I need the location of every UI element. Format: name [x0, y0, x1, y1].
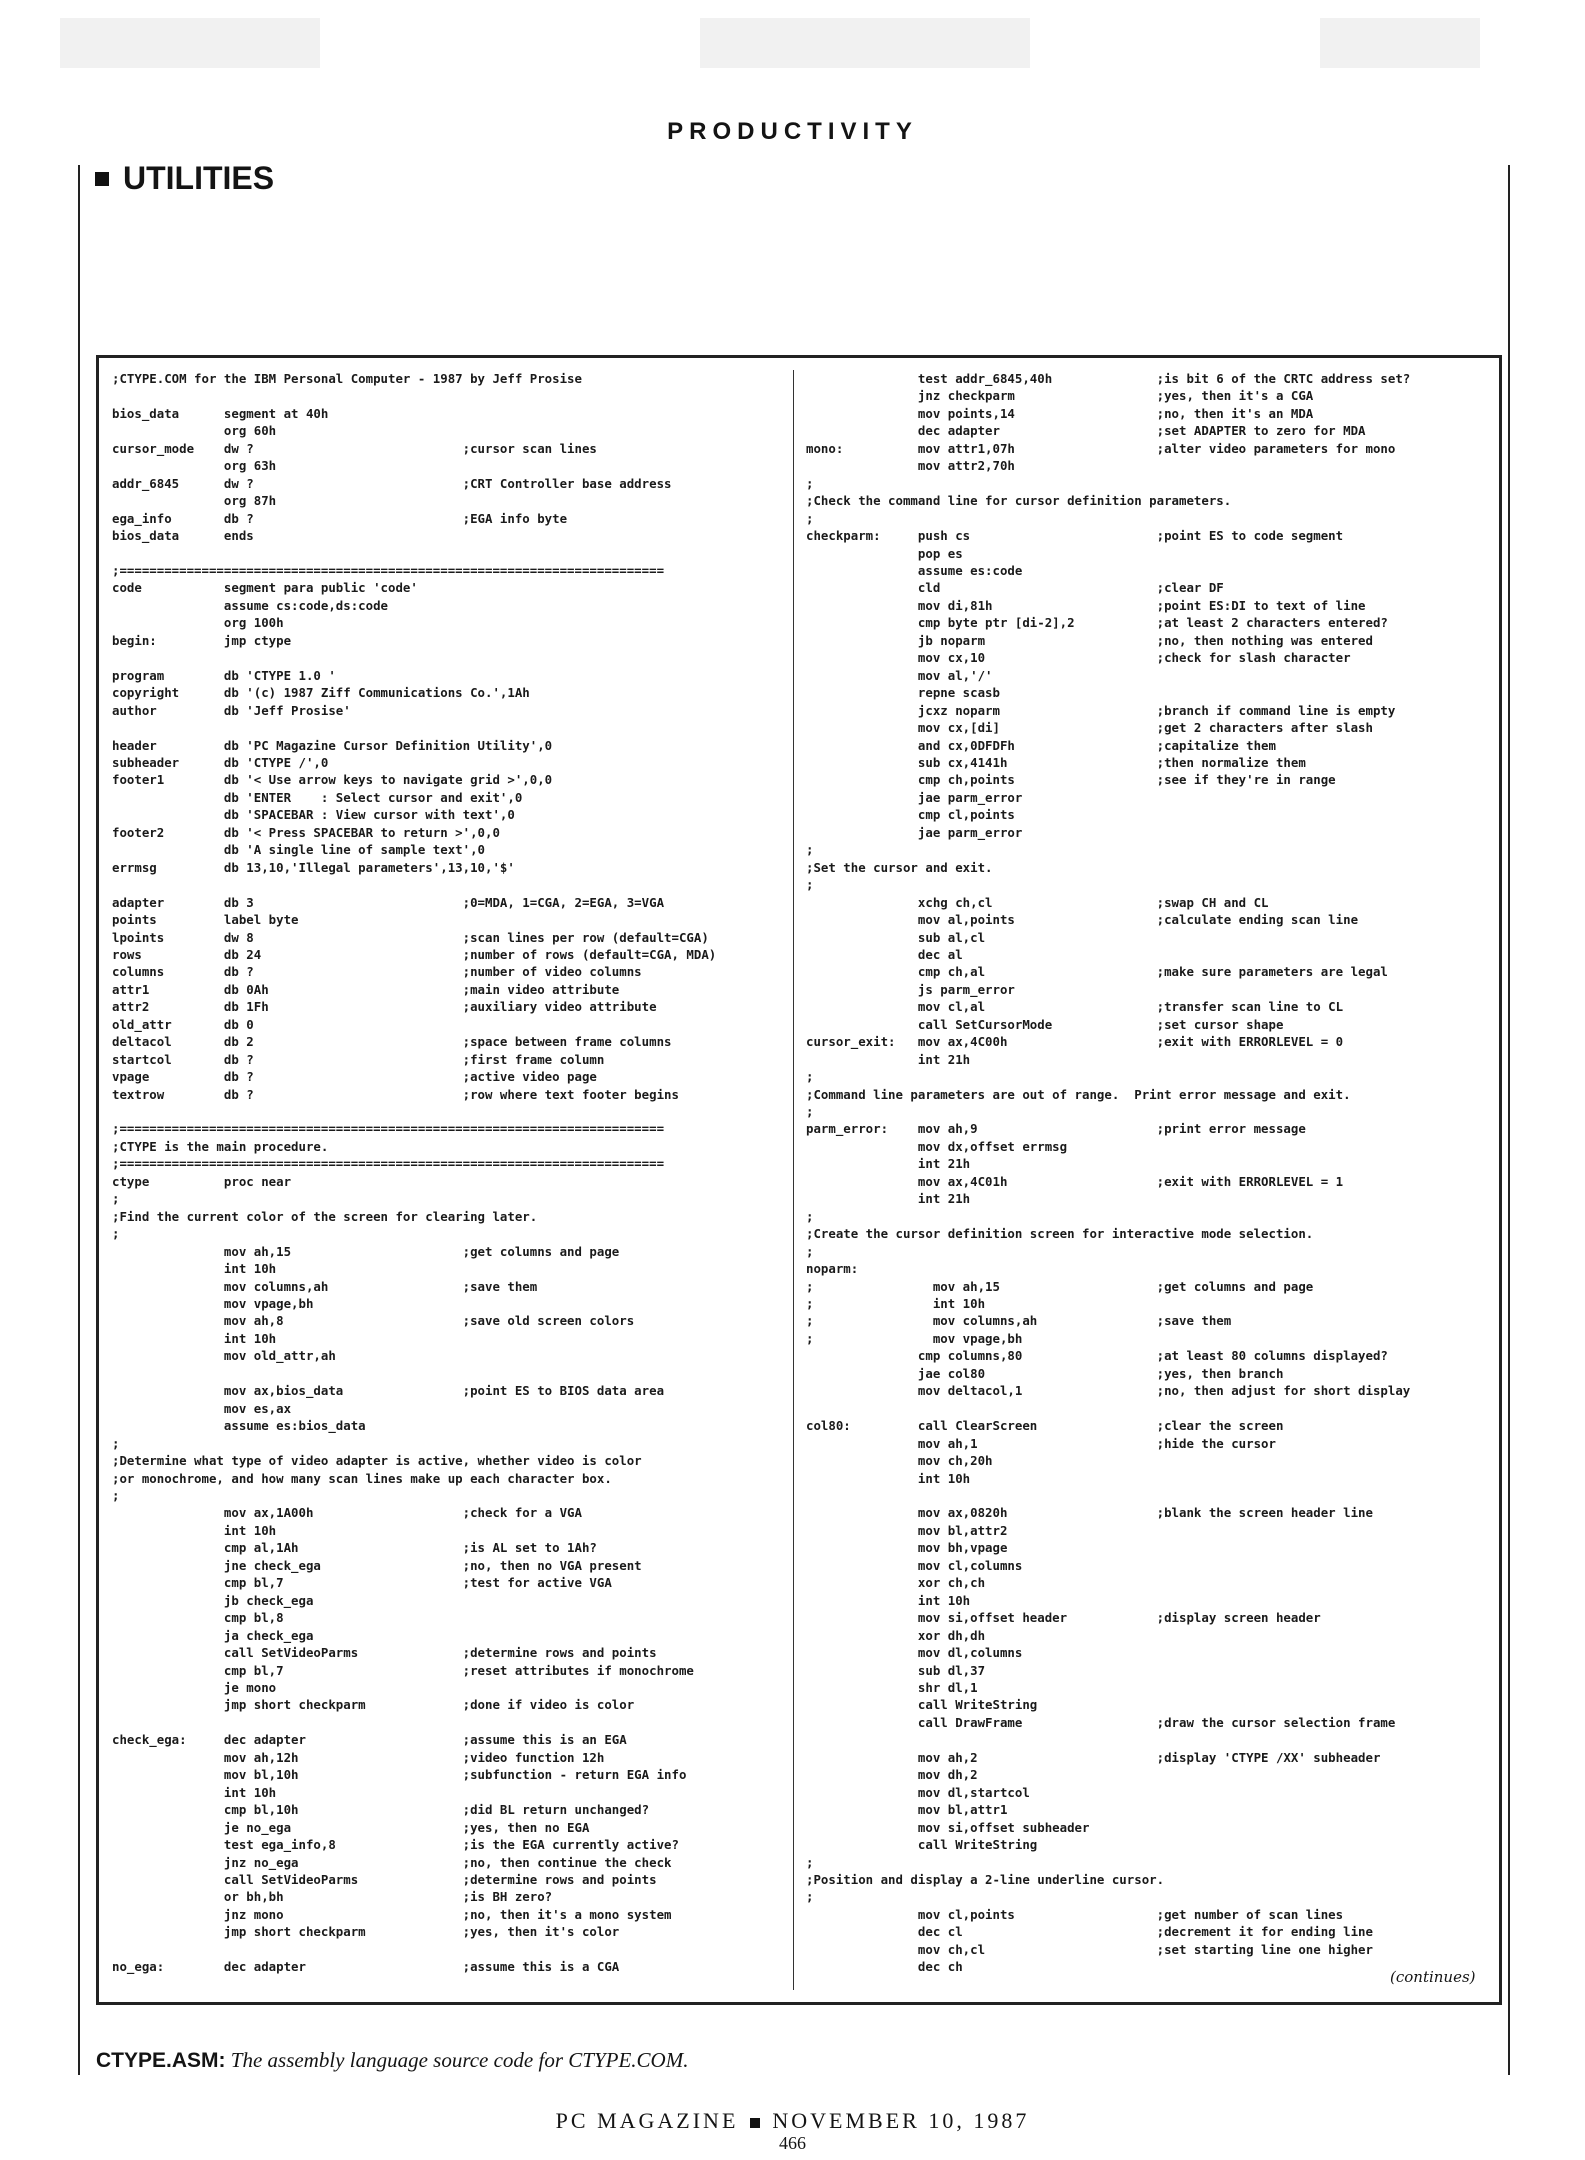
code-line: jmp short checkparm ;done if video is color	[112, 1697, 635, 1713]
column-divider	[793, 370, 794, 1990]
code-line	[112, 876, 716, 893]
code-line: mov cx,10 ;check for slash character	[806, 650, 1351, 666]
code-line: sub al,cl	[806, 929, 986, 945]
code-line: mov bh,vpage	[806, 1540, 1008, 1556]
code-line: shr dl,1	[806, 1679, 978, 1695]
code-line: mov si,offset subheader	[806, 1819, 1090, 1835]
code-line: jb check_ega	[112, 1592, 314, 1608]
code-line: mov ch,cl ;set starting line one higher	[806, 1941, 1373, 1957]
code-line: int 21h	[806, 1051, 971, 1067]
code-line: jcxz noparm ;branch if command line is empty	[806, 702, 1396, 718]
code-line: ;	[806, 1208, 814, 1224]
code-line: ;Determine what type of video adapter is active, whether video is color	[112, 1453, 642, 1469]
code-line: call WriteString	[806, 1837, 1038, 1853]
code-line: xor dh,dh	[806, 1627, 986, 1643]
code-line: mov dl,startcol	[806, 1784, 1030, 1800]
code-line: ;Set the cursor and exit.	[806, 859, 993, 875]
code-line: mov ah,15 ;get columns and page	[112, 1243, 620, 1259]
code-line: call WriteString	[806, 1697, 1038, 1713]
code-line: ja check_ega	[112, 1627, 314, 1643]
code-line: db 'SPACEBAR : View cursor with text',0	[112, 807, 515, 823]
code-line: ;	[806, 1889, 814, 1905]
code-line: int 10h	[112, 1261, 277, 1277]
code-line: mov vpage,bh	[112, 1296, 314, 1312]
code-line: int 10h	[806, 1470, 971, 1486]
scan-noise	[60, 18, 320, 68]
code-line: subheader db 'CTYPE /',0	[112, 754, 329, 770]
code-line: mov cx,[di] ;get 2 characters after slash	[806, 720, 1373, 736]
code-line: ;=========================================================================	[112, 1121, 665, 1137]
code-line: ;CTYPE is the main procedure.	[112, 1138, 329, 1154]
code-line: mov ax,0820h ;blank the screen header line	[806, 1505, 1373, 1521]
code-line: xor ch,ch	[806, 1575, 986, 1591]
code-line: dec ch	[806, 1959, 963, 1975]
code-line: mov ch,20h	[806, 1453, 993, 1469]
code-line: assume es:code	[806, 562, 1023, 578]
code-line: check_ega: dec adapter ;assume this is an EGA	[112, 1732, 627, 1748]
code-line	[112, 1714, 716, 1731]
code-line: cmp ch,points ;see if they're in range	[806, 772, 1336, 788]
code-line: call SetVideoParms ;determine rows and points	[112, 1871, 657, 1887]
code-line: assume cs:code,ds:code	[112, 597, 389, 613]
code-line: vpage db ? ;active video page	[112, 1069, 597, 1085]
code-line: parm_error: mov ah,9 ;print error message	[806, 1121, 1306, 1137]
code-line: ;Create the cursor definition screen for interactive mode selection.	[806, 1226, 1314, 1242]
code-line: ;	[806, 1854, 814, 1870]
code-line: db 'A single line of sample text',0	[112, 842, 485, 858]
code-line: copyright db '(c) 1987 Ziff Communications Co.',1Ah	[112, 685, 530, 701]
code-line: int 21h	[806, 1191, 971, 1207]
code-line: cmp al,1Ah ;is AL set to 1Ah?	[112, 1540, 597, 1556]
code-line: je no_ega ;yes, then no EGA	[112, 1819, 590, 1835]
code-line: ; mov columns,ah ;save them	[806, 1313, 1232, 1329]
figure-caption	[96, 2048, 688, 2073]
code-line: checkparm: push cs ;point ES to code segment	[806, 528, 1344, 544]
code-line: program db 'CTYPE 1.0 '	[112, 667, 336, 683]
code-line: mov ah,1 ;hide the cursor	[806, 1435, 1276, 1451]
code-line	[112, 545, 716, 562]
code-line: ;	[806, 1243, 814, 1259]
code-line: startcol db ? ;first frame column	[112, 1051, 605, 1067]
code-line: mov deltacol,1 ;no, then adjust for short display	[806, 1383, 1411, 1399]
code-line: call DrawFrame ;draw the cursor selection frame	[806, 1714, 1396, 1730]
code-line: org 100h	[112, 615, 284, 631]
code-line: rows db 24 ;number of rows (default=CGA, MDA)	[112, 946, 717, 962]
code-line: mov bl,10h ;subfunction - return EGA info	[112, 1767, 687, 1783]
code-line: begin: jmp ctype	[112, 632, 292, 648]
code-line: ;	[806, 877, 814, 893]
code-line: mov cl,columns	[806, 1557, 1023, 1573]
code-line: jae parm_error	[806, 789, 1023, 805]
code-line: points label byte	[112, 912, 299, 928]
code-line: cmp cl,points	[806, 807, 1015, 823]
code-line: je mono	[112, 1679, 277, 1695]
code-line: xchg ch,cl ;swap CH and CL	[806, 894, 1269, 910]
code-line: ;Check the command line for cursor definition parameters.	[806, 493, 1232, 509]
code-line: lpoints dw 8 ;scan lines per row (default=CGA)	[112, 929, 709, 945]
code-line	[112, 1941, 716, 1958]
code-line: noparm:	[806, 1261, 859, 1277]
code-line: ;Find the current color of the screen for clearing later.	[112, 1208, 538, 1224]
code-line: ;	[806, 475, 814, 491]
code-line: mov old_attr,ah	[112, 1348, 336, 1364]
code-line: attr1 db 0Ah ;main video attribute	[112, 981, 620, 997]
code-line: ; int 10h	[806, 1296, 986, 1312]
code-line: db 'ENTER : Select cursor and exit',0	[112, 789, 523, 805]
page-number: 466	[779, 2133, 806, 2153]
scan-noise	[700, 18, 1030, 68]
caption-text: The assembly language source code for CTYPE.COM.	[225, 2048, 689, 2072]
code-line: int 10h	[806, 1592, 971, 1608]
code-line: ; mov ah,15 ;get columns and page	[806, 1278, 1314, 1294]
code-line: mov ax,4C01h ;exit with ERRORLEVEL = 1	[806, 1173, 1344, 1189]
code-line: js parm_error	[806, 981, 1015, 997]
code-line: mov si,offset header ;display screen header	[806, 1610, 1321, 1626]
code-line: footer1 db '< Use arrow keys to navigate grid >',0,0	[112, 772, 553, 788]
continued-note: (continues)	[1390, 1968, 1476, 1986]
code-line	[112, 649, 716, 666]
code-line: mov attr2,70h	[806, 458, 1015, 474]
code-column-left	[112, 370, 716, 1976]
code-line: sub dl,37	[806, 1662, 986, 1678]
code-line: cmp ch,al ;make sure parameters are legal	[806, 964, 1388, 980]
scan-noise	[1320, 18, 1480, 68]
code-line	[112, 387, 716, 404]
code-line: col80: call ClearScreen ;clear the screen	[806, 1418, 1284, 1434]
code-line: jne check_ega ;no, then no VGA present	[112, 1557, 642, 1573]
code-line: textrow db ? ;row where text footer begins	[112, 1086, 679, 1102]
code-line: errmsg db 13,10,'Illegal parameters',13,10,'$'	[112, 859, 515, 875]
code-line: no_ega: dec adapter ;assume this is a CGA	[112, 1959, 620, 1975]
code-line: ;	[112, 1191, 120, 1207]
square-bullet-icon	[750, 2118, 760, 2128]
code-line: sub cx,4141h ;then normalize them	[806, 754, 1306, 770]
code-line: int 21h	[806, 1156, 971, 1172]
code-line: mov ah,8 ;save old screen colors	[112, 1313, 635, 1329]
code-line: adapter db 3 ;0=MDA, 1=CGA, 2=EGA, 3=VGA	[112, 894, 665, 910]
code-line: old_attr db 0	[112, 1016, 254, 1032]
code-line: and cx,0DFDFh ;capitalize them	[806, 737, 1276, 753]
code-line: mov ax,bios_data ;point ES to BIOS data area	[112, 1383, 665, 1399]
code-line: org 87h	[112, 493, 277, 509]
section-header: PRODUCTIVITY	[667, 118, 918, 145]
code-line: jb noparm ;no, then nothing was entered	[806, 632, 1373, 648]
code-line: footer2 db '< Press SPACEBAR to return >',0,0	[112, 824, 500, 840]
code-line: mov dh,2	[806, 1767, 978, 1783]
code-line: pop es	[806, 545, 963, 561]
code-column-right	[806, 370, 1410, 1976]
code-line: cmp bl,7 ;reset attributes if monochrome	[112, 1662, 694, 1678]
code-line: jae col80 ;yes, then branch	[806, 1365, 1284, 1381]
code-line: cmp columns,80 ;at least 80 columns displayed?	[806, 1348, 1388, 1364]
code-line: ;	[112, 1435, 120, 1451]
code-line: call SetCursorMode ;set cursor shape	[806, 1016, 1284, 1032]
code-line: assume es:bios_data	[112, 1418, 366, 1434]
code-line: mov ax,1A00h ;check for a VGA	[112, 1505, 582, 1521]
code-line: jnz no_ega ;no, then continue the check	[112, 1854, 672, 1870]
code-line: addr_6845 dw ? ;CRT Controller base address	[112, 475, 672, 491]
square-bullet-icon	[95, 172, 109, 186]
code-line: mov columns,ah ;save them	[112, 1278, 538, 1294]
code-line: mov cl,al ;transfer scan line to CL	[806, 999, 1344, 1015]
code-line: test ega_info,8 ;is the EGA currently active?	[112, 1837, 679, 1853]
code-line: cld ;clear DF	[806, 580, 1224, 596]
code-line	[806, 1731, 1410, 1748]
code-line	[806, 1400, 1410, 1417]
code-line: or bh,bh ;is BH zero?	[112, 1889, 553, 1905]
code-line: ;Command line parameters are out of range. Print error message and exit.	[806, 1086, 1351, 1102]
code-line: jnz checkparm ;yes, then it's a CGA	[806, 388, 1314, 404]
code-line: mov dx,offset errmsg	[806, 1138, 1068, 1154]
code-line: int 10h	[112, 1522, 277, 1538]
code-line: cmp byte ptr [di-2],2 ;at least 2 characters entered?	[806, 615, 1388, 631]
issue-date: NOVEMBER 10, 1987	[772, 2108, 1030, 2133]
code-line: ;	[112, 1226, 120, 1242]
code-line: bios_data ends	[112, 528, 254, 544]
code-line: int 10h	[112, 1330, 277, 1346]
code-line: repne scasb	[806, 685, 1000, 701]
code-line: ;	[806, 1104, 814, 1120]
code-line: ctype proc near	[112, 1173, 292, 1189]
code-line: header db 'PC Magazine Cursor Definition Utility',0	[112, 737, 553, 753]
code-line: bios_data segment at 40h	[112, 405, 329, 421]
code-line: ; mov vpage,bh	[806, 1330, 1023, 1346]
code-line: cmp bl,10h ;did BL return unchanged?	[112, 1802, 650, 1818]
code-line: mov cl,points ;get number of scan lines	[806, 1906, 1344, 1922]
code-line: ;	[806, 842, 814, 858]
code-line: int 10h	[112, 1784, 277, 1800]
category-label: UTILITIES	[123, 160, 275, 196]
code-line: cmp bl,7 ;test for active VGA	[112, 1575, 612, 1591]
code-line: jae parm_error	[806, 824, 1023, 840]
category-heading	[95, 160, 274, 197]
page-footer	[0, 2108, 1585, 2134]
code-line: org 60h	[112, 423, 277, 439]
code-line: dec cl ;decrement it for ending line	[806, 1924, 1373, 1940]
caption-title: CTYPE.ASM:	[96, 2049, 226, 2072]
code-line: ;=========================================================================	[112, 562, 665, 578]
code-line: mov es,ax	[112, 1400, 292, 1416]
code-line: ;	[112, 1488, 120, 1503]
code-line: mov ah,12h ;video function 12h	[112, 1749, 605, 1765]
code-line: mov bl,attr2	[806, 1522, 1008, 1538]
page-rule-left	[78, 165, 80, 2075]
code-line: mov al,'/'	[806, 667, 993, 683]
code-line: ;or monochrome, and how many scan lines make up each character box.	[112, 1470, 612, 1486]
code-line: call SetVideoParms ;determine rows and points	[112, 1645, 657, 1661]
code-line: author db 'Jeff Prosise'	[112, 702, 351, 718]
code-line: test addr_6845,40h ;is bit 6 of the CRTC address set?	[806, 371, 1411, 386]
code-line: dec adapter ;set ADAPTER to zero for MDA	[806, 423, 1366, 439]
code-line: ;CTYPE.COM for the IBM Personal Computer - 1987 by Jeff Prosise	[112, 371, 582, 386]
code-line: ;=========================================================================	[112, 1156, 665, 1172]
code-line: cmp bl,8	[112, 1610, 284, 1626]
code-line: mov al,points ;calculate ending scan line	[806, 912, 1359, 928]
code-line: mov di,81h ;point ES:DI to text of line	[806, 597, 1366, 613]
code-line	[806, 1487, 1410, 1504]
code-line: mov bl,attr1	[806, 1802, 1008, 1818]
code-line: mono: mov attr1,07h ;alter video parameters for mono	[806, 440, 1396, 456]
code-line: deltacol db 2 ;space between frame columns	[112, 1034, 672, 1050]
code-line: mov ah,2 ;display 'CTYPE /XX' subheader	[806, 1749, 1381, 1765]
code-line: ;	[806, 510, 814, 526]
code-line: ega_info db ? ;EGA info byte	[112, 510, 568, 526]
code-line: mov points,14 ;no, then it's an MDA	[806, 405, 1314, 421]
code-line: ;Position and display a 2-line underline cursor.	[806, 1871, 1165, 1887]
code-line: cursor_mode dw ? ;cursor scan lines	[112, 440, 597, 456]
code-line	[112, 1365, 716, 1382]
code-line: org 63h	[112, 458, 277, 474]
code-line: mov dl,columns	[806, 1645, 1023, 1661]
magazine-name: PC MAGAZINE	[555, 2108, 739, 2133]
code-line: cursor_exit: mov ax,4C00h ;exit with ERRORLEVEL = 0	[806, 1034, 1344, 1050]
code-line: jnz mono ;no, then it's a mono system	[112, 1906, 672, 1922]
code-line: dec al	[806, 946, 963, 962]
code-line: columns db ? ;number of video columns	[112, 964, 642, 980]
code-line: attr2 db 1Fh ;auxiliary video attribute	[112, 999, 657, 1015]
code-line	[112, 1103, 716, 1120]
code-line: code segment para public 'code'	[112, 580, 418, 596]
code-line: jmp short checkparm ;yes, then it's color	[112, 1924, 620, 1940]
code-line	[112, 719, 716, 736]
page-rule-right	[1508, 165, 1510, 2075]
code-line: ;	[806, 1069, 814, 1085]
